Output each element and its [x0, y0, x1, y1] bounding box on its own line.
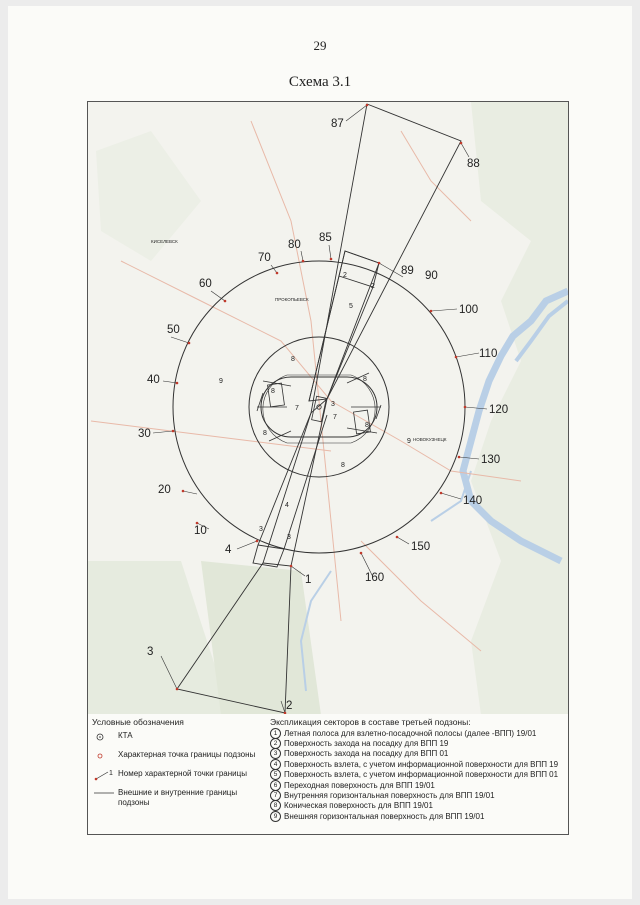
sector-number: 9	[407, 438, 411, 445]
boundary-point-number: 3	[147, 646, 154, 658]
legend-item	[92, 731, 268, 745]
sector-number-badge: 4	[270, 759, 281, 770]
page-number: 29	[313, 38, 327, 53]
boundary-point-number: 20	[158, 484, 171, 496]
explication-title: Экспликация секторов в составе третьей подзоны:	[270, 717, 471, 727]
legend-item	[92, 788, 268, 808]
explication-text: Летная полоса для взлетно-посадочной полосы (далее -ВПП) 19/01	[284, 728, 537, 738]
sector-dividers	[257, 373, 381, 441]
sector-number: 3	[331, 401, 335, 408]
legend-item	[92, 750, 268, 764]
boundary-point-number: 150	[411, 541, 431, 553]
explication-text: Поверхность захода на посадку для ВПП 19	[284, 739, 449, 749]
explication-text: Внутренняя горизонтальная поверхность для ВПП 19/01	[284, 791, 495, 801]
explication-item	[270, 770, 566, 780]
point-number-sample: 1	[109, 770, 113, 777]
legend-item-label: КТА	[118, 731, 133, 740]
sector-number: 3	[287, 534, 291, 541]
boundary-point-number: 90	[425, 270, 438, 282]
boundary-point-number: 10	[194, 525, 207, 537]
sector-number-badge: 8	[270, 800, 281, 811]
boundary-point-number: 110	[479, 348, 498, 360]
sector-number: 3	[259, 526, 263, 533]
boundary-point-number: 89	[401, 265, 414, 277]
explication-item	[270, 749, 566, 759]
boundary-point-number: 130	[481, 454, 501, 466]
legend-panel	[87, 714, 569, 835]
boundary-point-number: 160	[365, 572, 385, 584]
legend-item-label: Номер характерной точки границы	[118, 769, 247, 778]
sector-number: 8	[363, 376, 367, 383]
sector-number-badge: 3	[270, 748, 281, 759]
sector-number-badge: 7	[270, 790, 281, 801]
legend-item-label: Внешние и внутренние границы подзоны	[118, 788, 238, 807]
point-number-icon	[92, 769, 118, 783]
boundary-point-number: 88	[467, 158, 480, 170]
sector-number: 8	[291, 356, 295, 363]
boundary-point-number: 40	[147, 374, 160, 386]
sector-number: 9	[219, 378, 223, 385]
boundary-point-number: 50	[167, 324, 180, 336]
sector-number-badge: 2	[270, 738, 281, 749]
boundary-point-number: 140	[463, 495, 483, 507]
explication-text: Поверхность захода на посадку для ВПП 01	[284, 749, 449, 759]
sector-number-badge: 6	[270, 780, 281, 791]
outer-horizontal-boundary	[173, 261, 465, 553]
boundary-point-number: 100	[459, 304, 479, 316]
explication-text: Коническая поверхность для ВПП 19/01	[284, 801, 433, 811]
sector-number: 5	[349, 303, 353, 310]
sector-number: 8	[271, 388, 275, 395]
kta-icon	[92, 731, 118, 745]
boundary-point-number: 85	[319, 232, 332, 244]
boundary-point-icon	[92, 750, 118, 764]
boundary-point-number: 80	[288, 239, 301, 251]
explication-item	[270, 759, 566, 769]
legend-item-label: Характерная точка границы подзоны	[118, 750, 256, 759]
boundary-line-icon	[92, 788, 118, 802]
boundary-point-number: 70	[258, 252, 271, 264]
sector-number-badge: 1	[270, 728, 281, 739]
boundary-point-number: 30	[138, 428, 151, 440]
explication-item	[270, 728, 566, 738]
place-label-novokuznetsk: НОВОКУЗНЕЦК	[413, 437, 447, 442]
explication-item	[270, 738, 566, 748]
sector-number: 7	[295, 405, 299, 412]
boundary-point-number: 1	[305, 574, 312, 586]
sector-number: 8	[365, 422, 369, 429]
explication-text: Переходная поверхность для ВПП 19/01	[284, 780, 435, 790]
explication-text: Внешняя горизонтальная поверхность для ВПП 19/01	[284, 811, 485, 821]
sector-number: 2	[371, 283, 375, 290]
place-label-prokopyevsk: ПРОКОПЬЕВСК	[275, 297, 309, 302]
sector-number-badge: 9	[270, 811, 281, 822]
sector-number: 4	[285, 502, 289, 509]
sector-number: 2	[343, 272, 347, 279]
explication-item	[270, 780, 566, 790]
legend-item	[92, 769, 268, 783]
airport-zone-map	[88, 102, 568, 715]
sector-numbers	[219, 272, 411, 541]
boundary-point-number: 60	[199, 278, 212, 290]
sector-number: 8	[341, 462, 345, 469]
boundary-point-number: 2	[286, 700, 293, 712]
symbols-legend	[92, 717, 268, 813]
explication-item	[270, 801, 566, 811]
explication-item	[270, 811, 566, 821]
sector-number-badge: 5	[270, 769, 281, 780]
sector-number: 8	[263, 430, 267, 437]
boundary-point-number: 87	[331, 118, 344, 130]
explication-text: Поверхность взлета, с учетом информационной поверхности для ВПП 01	[284, 770, 559, 780]
place-label-kiselevsk: КИСЕЛЕВСК	[151, 239, 178, 244]
sector-number: 7	[333, 414, 337, 421]
boundary-point-number: 120	[489, 404, 509, 416]
boundary-point-number: 4	[225, 544, 232, 556]
explication-text: Поверхность взлета, с учетом информационной поверхности для ВПП 19	[284, 759, 559, 769]
scheme-title: Схема 3.1	[288, 74, 352, 90]
sector-explication	[270, 717, 566, 822]
legend-title: Условные обозначения	[92, 717, 184, 727]
map-frame	[87, 101, 569, 716]
explication-item	[270, 790, 566, 800]
